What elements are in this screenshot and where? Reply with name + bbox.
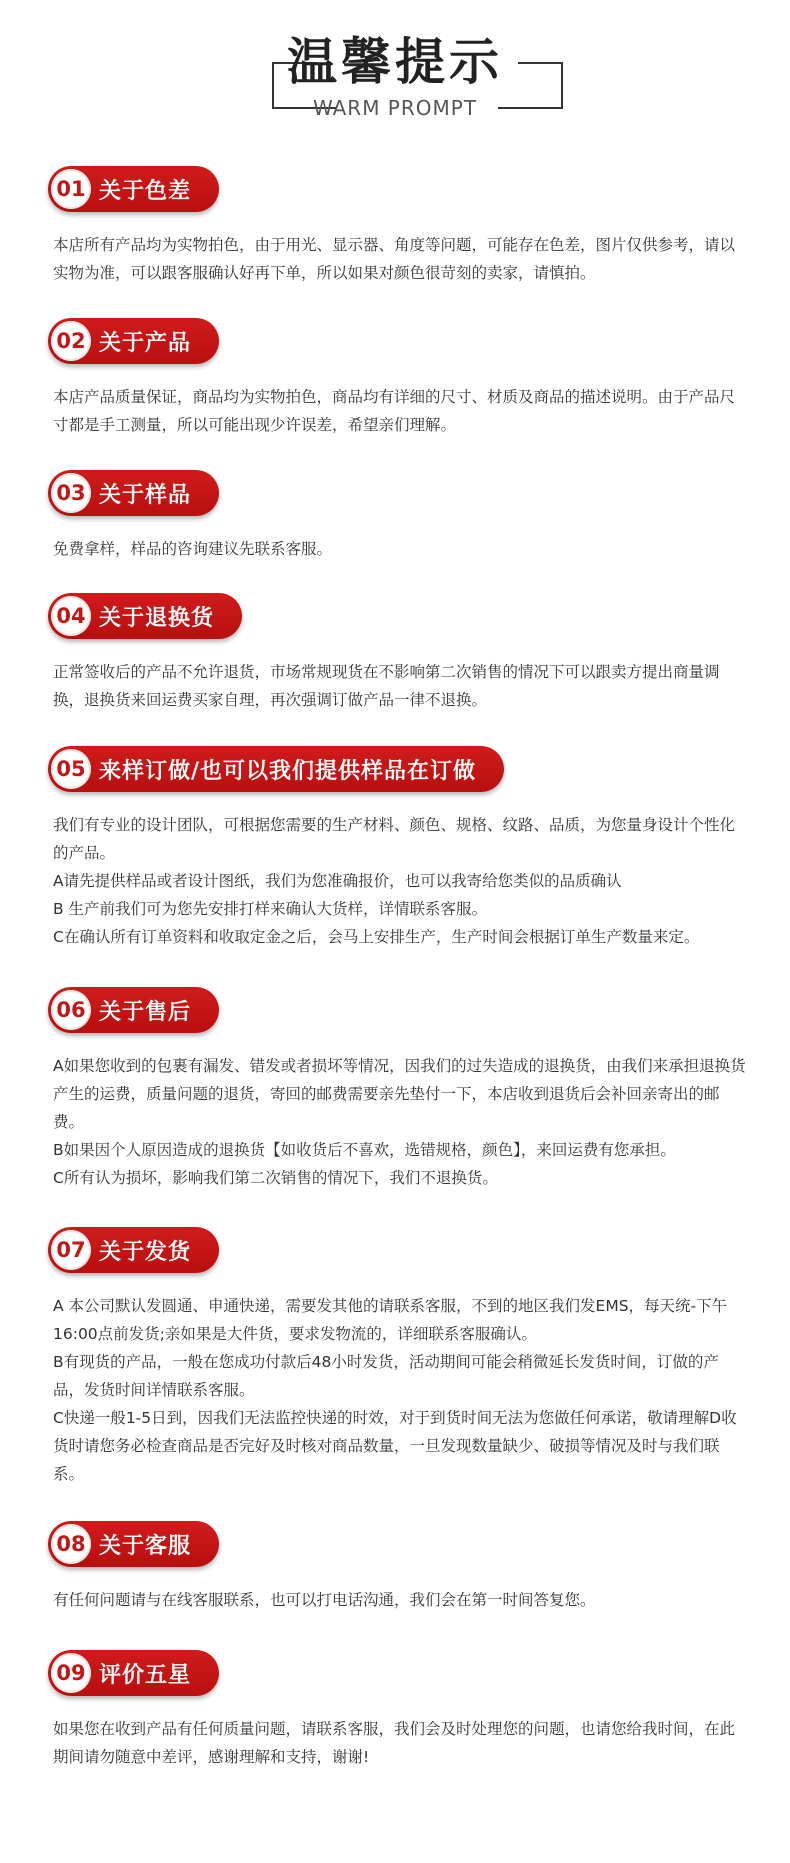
section-body bbox=[53, 383, 748, 439]
paragraph: C在确认所有订单资料和收取定金之后，会马上安排生产，生产时间会根据订单生产数量来定。 bbox=[53, 928, 700, 946]
section-title: 关于产品 bbox=[99, 330, 192, 356]
section-body bbox=[53, 1586, 748, 1614]
paragraph: A如果您收到的包裹有漏发、错发或者损坏等情况，因我们的过失造成的退换货，由我们来承担退换货产生的运费，质量问题的退货，寄回的邮费需要亲先垫付一下，本店收到退货后会补回亲寄出的邮费。 bbox=[53, 1057, 746, 1131]
section-tag bbox=[48, 166, 219, 212]
paragraph: 本店所有产品均为实物拍色，由于用光、显示器、角度等问题，可能存在色差，图片仅供参考，请以实物为准，可以跟客服确认好再下单，所以如果对颜色很苛刻的卖家，请慎拍。 bbox=[53, 236, 736, 282]
section-title: 关于退换货 bbox=[99, 605, 215, 631]
section-tag bbox=[48, 593, 242, 639]
page-subtitle: WARM PROMPT bbox=[312, 96, 478, 120]
section-tag bbox=[48, 318, 219, 364]
paragraph: 有任何问题请与在线客服联系，也可以打电话沟通，我们会在第一时间答复您。 bbox=[53, 1591, 596, 1609]
section-tag bbox=[48, 746, 504, 792]
paragraph: 正常签收后的产品不允许退货，市场常规现货在不影响第二次销售的情况下可以跟卖方提出商量调换，退换货来回运费买家自理，再次强调订做产品一律不退换。 bbox=[53, 663, 720, 709]
paragraph: B有现货的产品，一般在您成功付款后48小时发货，活动期间可能会稍微延长发货时间，订做的产品，发货时间详情联系客服。 bbox=[53, 1353, 719, 1399]
section-body bbox=[53, 1052, 748, 1192]
section-title: 关于发货 bbox=[99, 1239, 192, 1265]
section-body bbox=[53, 1715, 748, 1771]
section-title: 关于售后 bbox=[99, 999, 192, 1025]
section-title: 关于样品 bbox=[99, 482, 192, 508]
section-number-badge: 05 bbox=[51, 749, 91, 789]
section-number-badge: 02 bbox=[51, 321, 91, 361]
section-title: 关于色差 bbox=[99, 178, 192, 204]
section-number-badge: 03 bbox=[51, 473, 91, 513]
section-body bbox=[53, 658, 748, 714]
paragraph: B如果因个人原因造成的退换货【如收货后不喜欢，选错规格，颜色】，来回运费有您承担。 bbox=[53, 1141, 676, 1159]
section-number-badge: 04 bbox=[51, 596, 91, 636]
paragraph: 免费拿样，样品的咨询建议先联系客服。 bbox=[53, 540, 333, 558]
section-title: 评价五星 bbox=[99, 1662, 192, 1688]
section-number-badge: 07 bbox=[51, 1230, 91, 1270]
section-number-badge: 06 bbox=[51, 990, 91, 1030]
section-tag bbox=[48, 1650, 219, 1696]
section-body bbox=[53, 535, 748, 563]
section-number-badge: 01 bbox=[51, 169, 91, 209]
page-title: 温馨提示 bbox=[287, 33, 503, 91]
paragraph: 本店产品质量保证，商品均为实物拍色，商品均有详细的尺寸、材质及商品的描述说明。由于产品尺寸都是手工测量，所以可能出现少许误差，希望亲们理解。 bbox=[53, 388, 736, 434]
section-title: 关于客服 bbox=[99, 1533, 192, 1559]
section-body bbox=[53, 231, 748, 287]
section-tag bbox=[48, 1521, 219, 1567]
section-tag bbox=[48, 470, 219, 516]
section-body bbox=[53, 1292, 748, 1488]
paragraph: A请先提供样品或者设计图纸，我们为您准确报价，也可以我寄给您类似的品质确认 bbox=[53, 872, 622, 890]
section-tag bbox=[48, 1227, 219, 1273]
paragraph: 我们有专业的设计团队，可根据您需要的生产材料、颜色、规格、纹路、品质，为您量身设计个性化的产品。 bbox=[53, 816, 736, 862]
section-number-badge: 08 bbox=[51, 1524, 91, 1564]
section-number-badge: 09 bbox=[51, 1653, 91, 1693]
paragraph: C快递一般1-5日到，因我们无法监控快递的时效，对于到货时间无法为您做任何承诺，敬请理解D收货时请您务必检查商品是否完好及时核对商品数量，一旦发现数量缺少、破损等情况及时与我们联系。 bbox=[53, 1409, 737, 1483]
paragraph: C所有认为损坏，影响我们第二次销售的情况下，我们不退换货。 bbox=[53, 1169, 498, 1187]
paragraph: A 本公司默认发圆通、申通快递，需要发其他的请联系客服，不到的地区我们发EMS，每天统-下午16:00点前发货;亲如果是大件货，要求发物流的，详细联系客服确认。 bbox=[53, 1297, 728, 1343]
paragraph: 如果您在收到产品有任何质量问题，请联系客服，我们会及时处理您的问题，也请您给我时间，在此期间请勿随意中差评，感谢理解和支持，谢谢! bbox=[53, 1720, 736, 1766]
section-title: 来样订做/也可以我们提供样品在订做 bbox=[99, 758, 477, 784]
section-tag bbox=[48, 987, 219, 1033]
paragraph: B 生产前我们可为您先安排打样来确认大货样，详情联系客服。 bbox=[53, 900, 488, 918]
section-body bbox=[53, 811, 748, 951]
page-header bbox=[0, 30, 790, 125]
